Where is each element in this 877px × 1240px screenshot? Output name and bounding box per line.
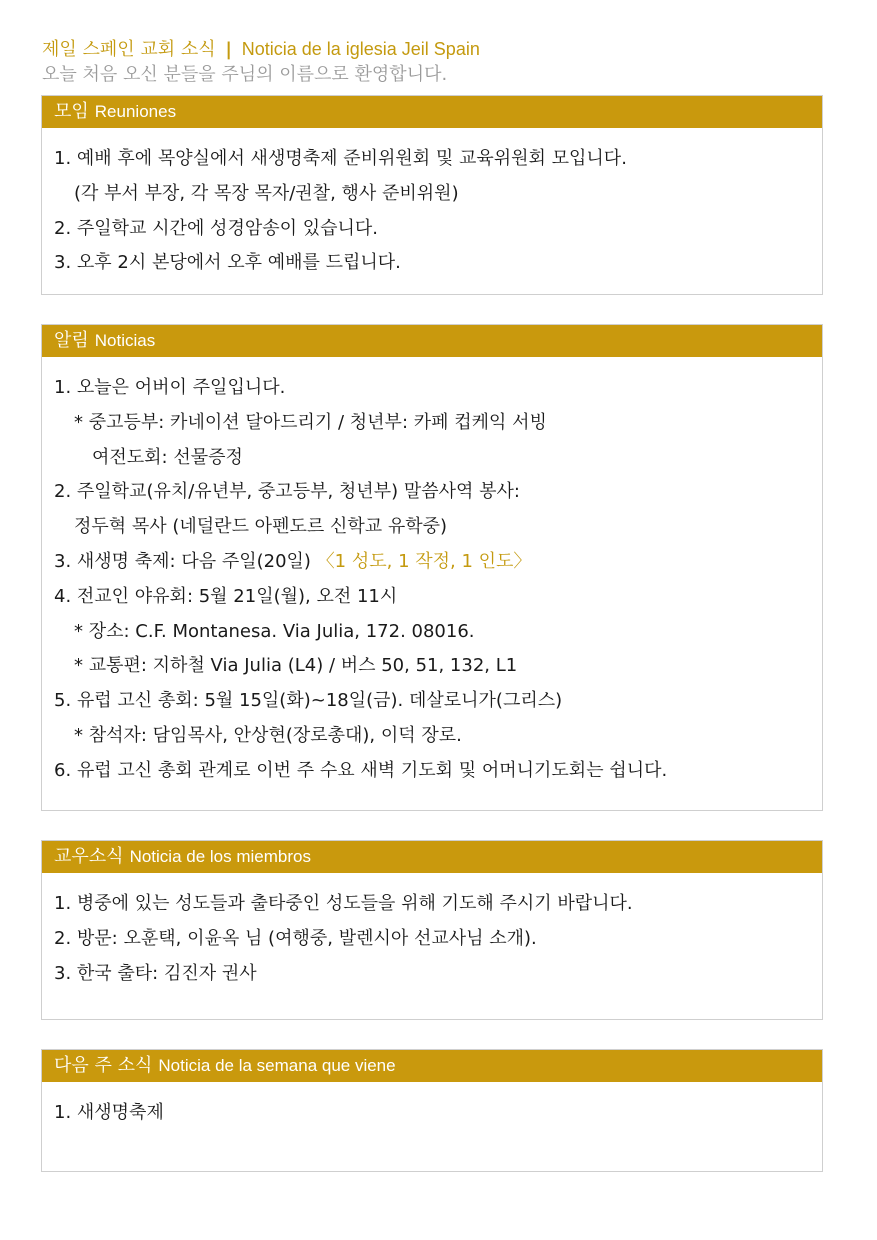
page-title bbox=[42, 36, 832, 62]
section-title-korean: 모임 bbox=[54, 101, 89, 122]
list-item: 5. 유럽 고신 총회: 5월 15일(화)~18일(금). 데살로니가(그리스) bbox=[54, 690, 563, 712]
list-item-detail: * 교통편: 지하철 Via Julia (L4) / 버스 50, 51, 132, L1 bbox=[74, 655, 518, 677]
list-item-detail: 여전도회: 선물증정 bbox=[92, 446, 243, 468]
section-header-noticias bbox=[42, 325, 822, 357]
list-item-detail: 정두혁 목사 (네덜란드 아펜도르 신학교 유학중) bbox=[74, 516, 448, 538]
list-item bbox=[54, 545, 810, 580]
list-item: 1. 오늘은 어버이 주일입니다. bbox=[54, 377, 286, 398]
welcome-subtitle: 오늘 처음 오신 분들을 주님의 이름으로 환영합니다. bbox=[42, 64, 448, 85]
list-item: 3. 한국 출타: 김진자 권사 bbox=[54, 962, 257, 984]
section-header-semana bbox=[42, 1050, 822, 1082]
section-title-spanish: Reuniones bbox=[94, 102, 177, 121]
section-body-reuniones bbox=[42, 128, 822, 281]
section-miembros bbox=[41, 840, 823, 1020]
section-body-noticias bbox=[42, 357, 822, 789]
section-body-miembros bbox=[42, 873, 822, 991]
list-item: 6. 유럽 고신 총회 관계로 이번 주 수요 새벽 기도회 및 어머니기도회는 쉽니다. bbox=[54, 759, 668, 781]
list-item: 2. 방문: 오훈택, 이윤옥 님 (여행중, 발렌시아 선교사님 소개). bbox=[54, 927, 537, 949]
list-item: 2. 주일학교 시간에 성경암송이 있습니다. bbox=[54, 217, 378, 239]
list-item-text: 3. 새생명 축제: 다음 주일(20일) bbox=[54, 550, 317, 572]
list-item: 1. 병중에 있는 성도들과 출타중인 성도들을 위해 기도해 주시기 바랍니다. bbox=[54, 893, 633, 914]
section-title-korean: 다음 주 소식 bbox=[54, 1055, 153, 1076]
list-item: 4. 전교인 야유회: 5월 21일(월), 오전 11시 bbox=[54, 585, 398, 607]
list-item-detail: (각 부서 부장, 각 목장 목자/권찰, 행사 준비위원) bbox=[74, 182, 459, 204]
list-item: 3. 오후 2시 본당에서 오후 예배를 드립니다. bbox=[54, 252, 401, 274]
highlight-text: 〈1 성도, 1 작정, 1 인도〉 bbox=[316, 550, 532, 572]
section-header-reuniones bbox=[42, 96, 822, 128]
list-item: 2. 주일학교(유치/유년부, 중고등부, 청년부) 말씀사역 봉사: bbox=[54, 481, 520, 503]
section-body-semana bbox=[42, 1082, 822, 1131]
section-title-spanish: Noticias bbox=[94, 331, 156, 350]
section-title-spanish: Noticia de los miembros bbox=[129, 847, 311, 866]
title-korean: 제일 스페인 교회 소식 bbox=[42, 39, 216, 60]
list-item: 1. 예배 후에 목양실에서 새생명축제 준비위원회 및 교육위원회 모입니다. bbox=[54, 148, 627, 169]
list-item-detail: * 참석자: 담임목사, 안상현(장로총대), 이덕 장로. bbox=[74, 724, 462, 746]
title-spanish: Noticia de la iglesia Jeil Spain bbox=[241, 39, 480, 59]
section-header-miembros bbox=[42, 841, 822, 873]
section-noticias bbox=[41, 324, 823, 811]
section-title-korean: 알림 bbox=[54, 330, 89, 351]
section-title-spanish: Noticia de la semana que viene bbox=[158, 1056, 396, 1075]
list-item: 1. 새생명축제 bbox=[54, 1102, 164, 1123]
list-item-detail: * 장소: C.F. Montanesa. Via Julia, 172. 08016. bbox=[74, 620, 475, 642]
list-item-detail: * 중고등부: 카네이션 달아드리기 / 청년부: 카페 컵케익 서빙 bbox=[74, 411, 547, 433]
section-semana bbox=[41, 1049, 823, 1172]
section-reuniones bbox=[41, 95, 823, 295]
page-header bbox=[42, 36, 832, 88]
title-separator: | bbox=[225, 39, 232, 60]
section-title-korean: 교우소식 bbox=[54, 846, 124, 867]
